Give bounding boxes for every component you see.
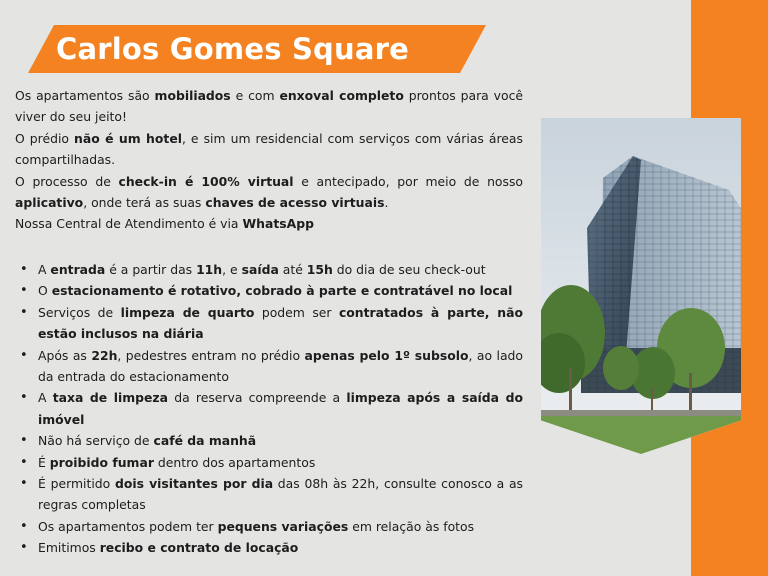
text-span: do dia de seu check-out xyxy=(332,262,486,277)
text-span: até xyxy=(278,262,307,277)
rule-item xyxy=(20,537,523,558)
bold-text: limpeza de quarto xyxy=(120,304,255,320)
text-span: e antecipado, por meio de nosso xyxy=(293,173,523,189)
bold-text: 11h xyxy=(196,262,223,277)
bold-text: pequens variações xyxy=(217,518,349,534)
bullet-icon: • xyxy=(20,540,28,556)
text-span: Não há serviço de xyxy=(38,433,154,449)
text-span: É permitido xyxy=(38,476,115,492)
text-span: podem ser xyxy=(254,304,339,320)
bold-text: recibo e contrato de locação xyxy=(99,540,299,556)
bold-text: contratados à parte, não estão inclusos na diária xyxy=(38,304,523,342)
rule-item xyxy=(20,280,523,301)
bold-text: WhatsApp xyxy=(242,216,314,232)
bold-text: 15h xyxy=(306,262,333,277)
text-span: O prédio xyxy=(15,130,75,146)
building-photo xyxy=(541,118,741,454)
bullet-icon: • xyxy=(20,433,28,449)
bold-text: entrada xyxy=(50,262,106,277)
text-span: é a partir das xyxy=(105,262,197,277)
bold-text: proibido fumar xyxy=(49,454,154,470)
bold-text: 22h xyxy=(91,347,118,363)
text-span: . xyxy=(384,195,389,211)
rule-item xyxy=(20,473,523,516)
text-span: , e xyxy=(222,262,242,277)
intro-paragraph xyxy=(15,213,523,234)
bold-text: limpeza após a saída do imóvel xyxy=(38,390,523,427)
bold-text: dois visitantes por dia xyxy=(114,476,274,492)
intro-paragraph xyxy=(15,171,523,214)
bullet-icon: • xyxy=(20,304,28,320)
text-span: da reserva compreende a xyxy=(168,390,347,406)
intro-text xyxy=(15,85,523,235)
text-span: Após as xyxy=(38,347,92,363)
text-span: Emitimos xyxy=(38,540,100,556)
text-span: Os apartamentos são xyxy=(15,88,155,103)
text-span: prontos para você viver do seu jeito! xyxy=(15,88,524,125)
intro-paragraph xyxy=(15,128,523,171)
rule-item xyxy=(20,302,523,345)
bold-text: check-in é 100% virtual xyxy=(118,173,294,189)
text-span: Serviços de xyxy=(38,304,121,320)
text-span: dentro dos apartamentos xyxy=(153,454,316,470)
text-span: É xyxy=(38,454,50,470)
bold-text: não é um hotel xyxy=(74,130,182,146)
bold-text: aplicativo xyxy=(15,195,84,211)
rule-item xyxy=(20,452,523,473)
bullet-icon: • xyxy=(20,476,28,492)
text-span: Os apartamentos podem ter xyxy=(38,518,218,534)
text-span: e com xyxy=(230,88,280,103)
house-rules-list xyxy=(20,259,523,559)
text-span: , e sim um residencial com serviços com várias áreas compartilhadas. xyxy=(15,130,523,168)
text-span: A xyxy=(38,390,53,406)
rule-item xyxy=(20,345,523,388)
bold-text: mobiliados xyxy=(154,88,231,103)
rule-item xyxy=(20,430,523,451)
text-span: Nossa Central de Atendimento é via xyxy=(15,216,243,232)
intro-paragraph xyxy=(15,85,523,128)
bullet-icon: • xyxy=(20,262,28,277)
bullet-icon: • xyxy=(20,390,28,406)
page-title: Carlos Gomes Square xyxy=(56,32,409,66)
text-span: em relação às fotos xyxy=(348,518,475,534)
text-span: , onde terá as suas xyxy=(83,195,206,211)
bold-text: enxoval completo xyxy=(279,88,404,103)
text-span: O processo de xyxy=(15,173,119,189)
bold-text: taxa de limpeza xyxy=(52,390,169,406)
bold-text: chaves de acesso virtuais xyxy=(205,195,385,211)
bullet-icon: • xyxy=(20,454,28,470)
rule-item xyxy=(20,259,523,280)
text-span: das 08h às 22h, consulte conosco a as regras completas xyxy=(38,476,523,513)
rule-item xyxy=(20,387,523,430)
bullet-icon: • xyxy=(20,283,28,299)
bold-text: apenas pelo 1º subsolo xyxy=(304,347,469,363)
bold-text: saída xyxy=(241,262,279,277)
text-span: , ao lado da entrada do estacionamento xyxy=(38,347,523,385)
text-span: A xyxy=(38,262,51,277)
bullet-icon: • xyxy=(20,347,28,363)
rule-item xyxy=(20,516,523,537)
bold-text: estacionamento é rotativo, cobrado à parte e contratável no local xyxy=(51,283,513,299)
bold-text: café da manhã xyxy=(153,433,257,449)
text-span: , pedestres entram no prédio xyxy=(117,347,305,363)
text-span: O xyxy=(38,283,52,299)
bullet-icon: • xyxy=(20,518,28,534)
